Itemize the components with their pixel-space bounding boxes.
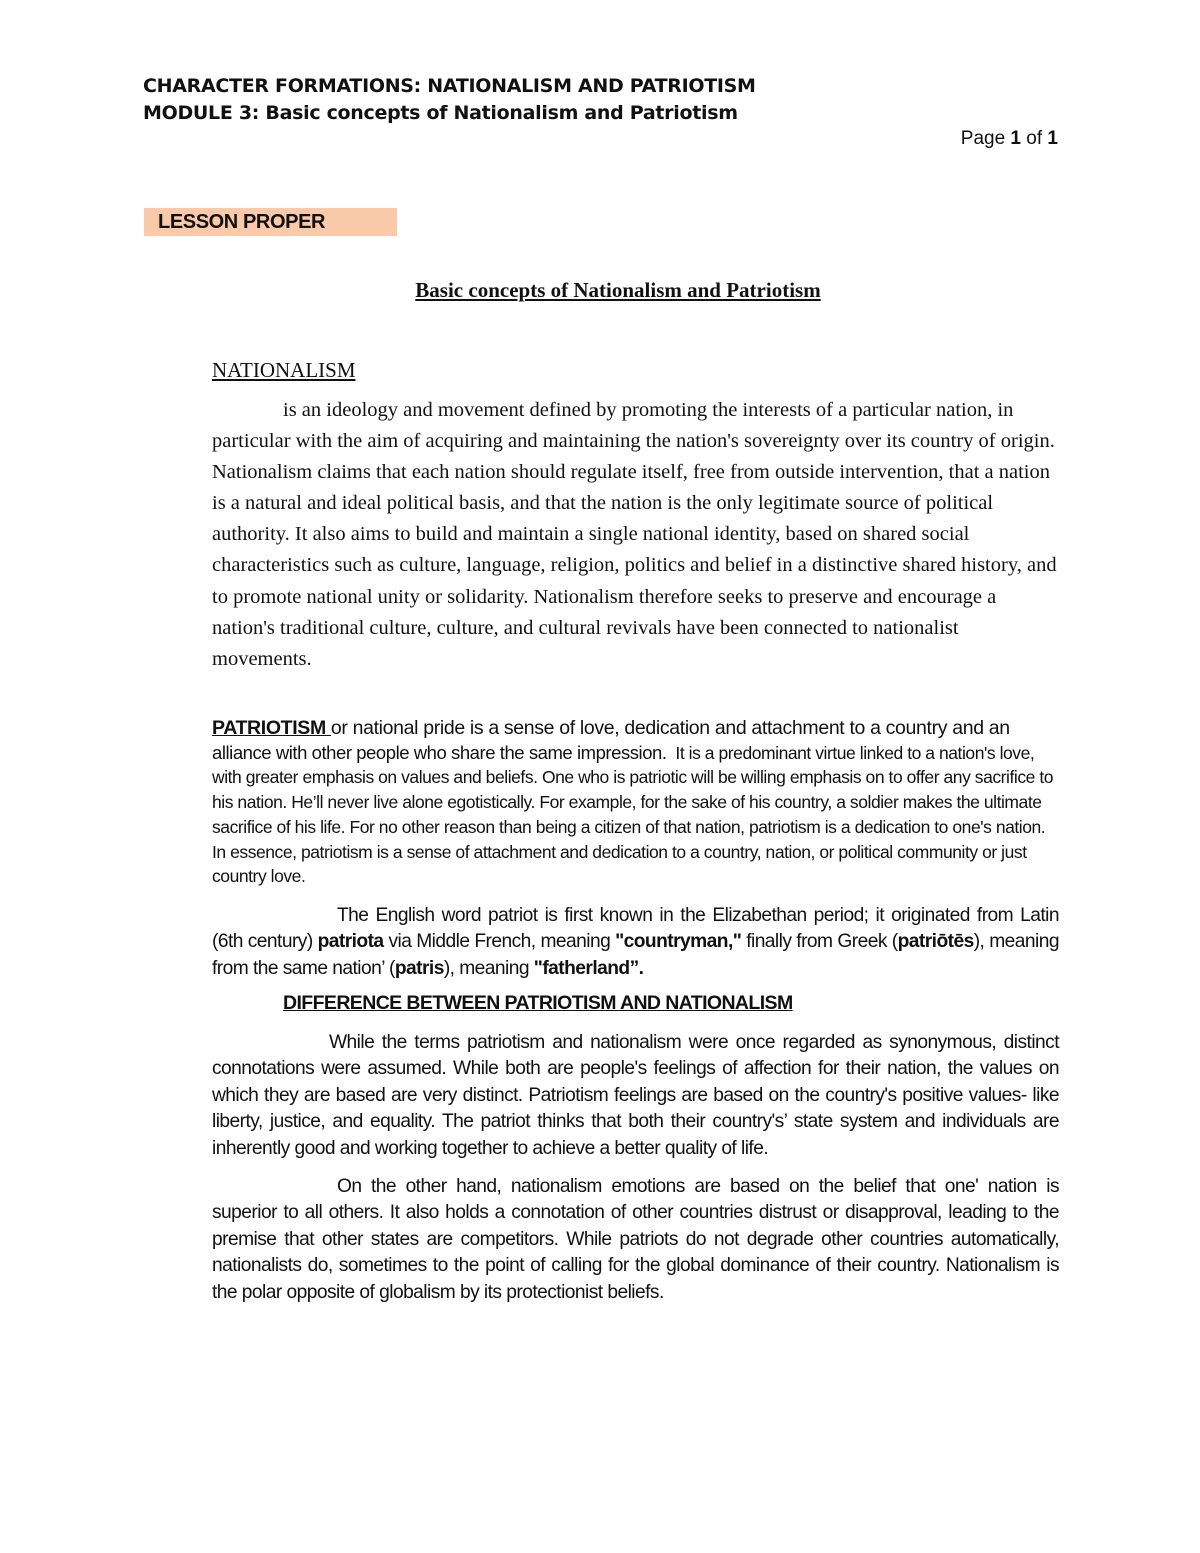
patriotism-rest: It is a predominant virtue linked to a nation's love, with greater emphasis on values and beliefs. One who is patriotic will be willing emphasis on to offer any sacrifice to his nation. He’ll never live alone egotistically. For example, for the sake of his country, a soldier makes the ultimate sacrifice of his life. For no other reason than being a citizen of that nation, patriotism is a dedication to one's nation. In essence, patriotism is a sense of attachment and dedication to a country, nation, or political community or just country love.	[212, 742, 1054, 887]
patriotism-line1-rest: or national pride is a sense of love, dedication and attachment to a country and an	[330, 717, 1010, 739]
origin-text-5: ), meaning	[443, 957, 534, 979]
nationalism-heading: NATIONALISM	[212, 358, 356, 382]
nationalism-text: is an ideology and movement defined by promoting the interests of a particular nation, in particular with the aim of acquiring and maintaining the nation's sovereignty over its country of origin. Nationalism claims that each nation should regulate itself, free from outside intervention, that a nation is a natural and ideal political basis, and that the nation is the only legitimate source of political authority. It also aims to build and maintain a single national identity, based on shared social characteristics such as culture, language, religion, politics and belief in a distinctive shared history, and to promote national unity or solidarity. Nationalism therefore seeks to preserve and encourage a nation's traditional culture, culture, and cultural revivals have been connected to nationalist movements.	[212, 399, 1057, 670]
patriotism-term: PATRIOTISM	[212, 717, 331, 739]
page-current: 1	[1010, 128, 1021, 149]
patriotism-definition	[212, 716, 1062, 889]
page-of: of	[1026, 128, 1043, 149]
module-title: MODULE 3: Basic concepts of Nationalism and Patriotism	[143, 102, 738, 124]
course-title: CHARACTER FORMATIONS: NATIONALISM AND PATRIOTISM	[143, 75, 756, 97]
lesson-proper-label: LESSON PROPER	[144, 208, 397, 236]
patriotism-line2: alliance with other people who share the same impression.	[212, 741, 667, 763]
nationalism-definition	[212, 395, 1062, 675]
difference-text-1: While the terms patriotism and nationalism were once regarded as synonymous, distinct connotations were assumed. While both are people's feelings of affection for their nation, the values on which they are based are very distinct. Patriotism feelings are based on the country's positive values- like liberty, justice, and equality. The patriot thinks that both their country's’ state system and individuals are inherently good and working together to achieve a better quality of life.	[212, 1032, 1059, 1159]
patriotism-first-line	[212, 717, 1010, 739]
page-word: Page	[960, 128, 1006, 149]
page-total: 1	[1047, 128, 1058, 149]
difference-paragraph-1	[212, 1030, 1059, 1162]
origin-text-3: finally from Greek (	[741, 931, 898, 953]
origin-countryman-term: "countryman,"	[615, 931, 742, 953]
origin-greek-term: patriōtēs	[897, 931, 974, 953]
word-origin-paragraph	[212, 903, 1059, 982]
origin-patris-term: patris	[394, 957, 444, 979]
page-title: Basic concepts of Nationalism and Patriotism	[415, 278, 821, 302]
origin-text-1: The English word patriot is first known in the Elizabethan period; it originated from Latin (6th century)	[212, 905, 1059, 953]
origin-fatherland-term: "fatherland”.	[533, 957, 644, 979]
origin-text-4: ), meaning from the same nation’ (	[212, 931, 1059, 979]
origin-text-2: via Middle French, meaning	[383, 931, 616, 953]
page-number	[961, 128, 1058, 150]
difference-paragraph-2	[212, 1174, 1059, 1306]
difference-text-2: On the other hand, nationalism emotions are based on the belief that one' nation is superior to all others. It also holds a connotation of other countries distrust or disapproval, leading to the premise that other states are competitors. While patriots do not degrade other countries automatically, nationalists do, sometimes to the point of calling for the global dominance of their country. Nationalism is the polar opposite of globalism by its protectionist beliefs.	[212, 1176, 1059, 1303]
difference-heading: DIFFERENCE BETWEEN PATRIOTISM AND NATIONALISM	[283, 992, 793, 1014]
origin-latin-term: patriota	[317, 931, 384, 953]
